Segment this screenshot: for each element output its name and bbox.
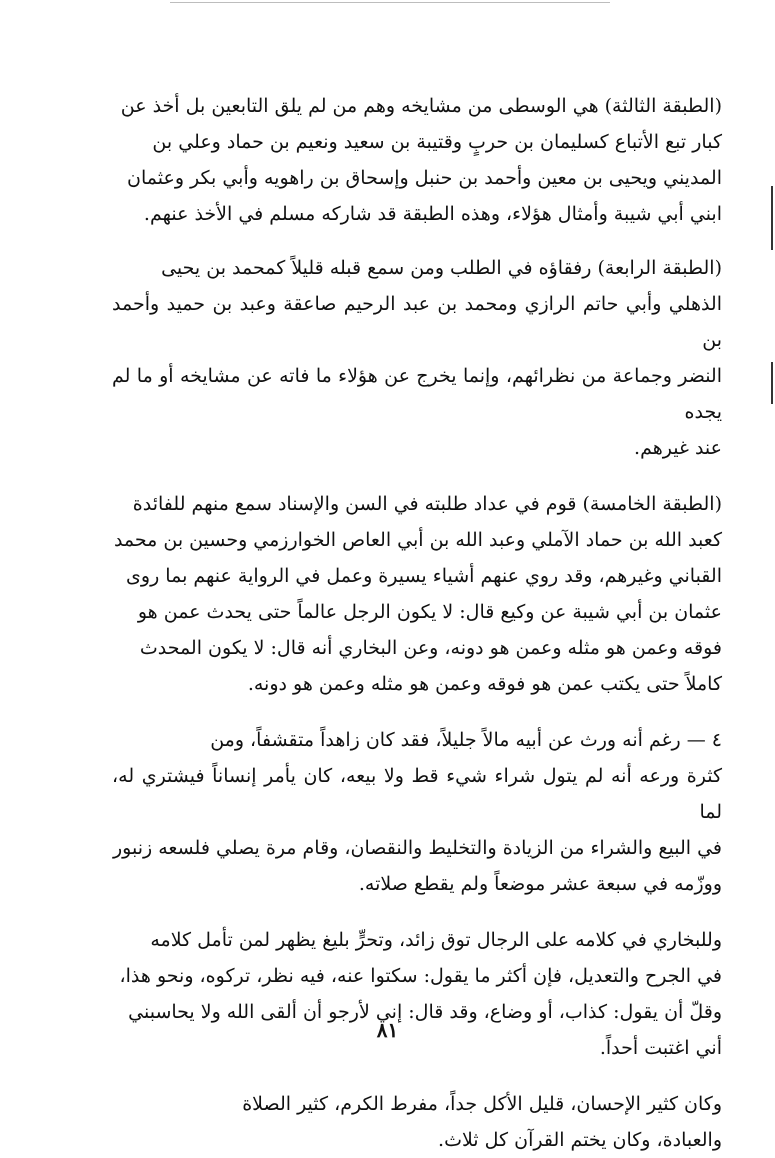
paragraph-generosity: وكان كثير الإحسان، قليل الأكل جداً، مفرط الكرم، كثير الصلاة والعبادة، وكان يختم القرآن كل ثلاث. [242,1093,722,1151]
paragraph-third-tier: (الطبقة الثالثة) هي الوسطى من مشايخه وهم من لم يلق التابعين بل أخذ عن كبار تبع الأتباع كسليمان بن حربٍ وقتيبة بن سعيد ونعيم بن حماد وعلي بن المديني ويحيى بن معين وأحمد بن حنبل وإسحاق بن راهويه وأبي بكر وعثمان ابني أبي شيبة وأمثال هؤلاء، وهذه الطبقة قد شاركه مسلم في الأخذ عنهم. [120,95,722,225]
margin-mark [771,186,773,250]
paragraph-fifth-tier: (الطبقة الخامسة) قوم في عداد طلبته في السن والإسناد سمع منهم للفائدة كعبد الله بن حماد الآملي وعبد الله بن أبي العاص الخوارزمي وحسين بن محمد القباني وغيرهم، وقد روي عنهم أشياء يسيرة وعمل في الرواية عنهم بما روى عثمان بن أبي شيبة عن وكيع قال: لا يكون الرجل عالماً حتى يحدث عمن هو فوقه وعمن هو مثله وعمن هو دونه، وعن البخاري أنه قال: لا يكون المحدث كاملاً حتى يكتب عمن هو فوقه وعمن هو مثله وعمن هو دونه. [113,493,722,695]
margin-mark [771,362,773,404]
page-number: ٨١ [376,1018,399,1042]
page-body [112,88,722,1158]
top-rule [170,2,610,3]
paragraph-caution-in-criticism: وللبخاري في كلامه على الرجال توق زائد، وتحرٍّ بليغ يظهر لمن تأمل كلامه في الجرح والتعديل، فإن أكثر ما يقول: سكتوا عنه، فيه نظر، تركوه، ونحو هذا، وقلّ أن يقول: كذاب، أو وضاع، وقد قال: إني لأرجو أن ألقى الله ولا يحاسبني أني اغتبت أحداً. [119,929,722,1059]
paragraph-fourth-tier: (الطبقة الرابعة) رفقاؤه في الطلب ومن سمع قبله قليلاً كمحمد بن يحيى الذهلي وأبي حاتم الرازي ومحمد بن عبد الرحيم صاعقة وعبد بن حميد وأحمد بن النضر وجماعة من نظرائهم، وإنما يخرج عن هؤلاء ما فاته عن مشايخه أو ما لم يجده عند غيرهم. [112,257,722,459]
paragraph-asceticism: ٤ — رغم أنه ورث عن أبيه مالاً جليلاً، فقد كان زاهداً متقشفاً، ومن كثرة ورعه أنه لم يتول شراء شيء قط ولا بيعه، كان يأمر إنساناً فيشتري له، لما في البيع والشراء من الزيادة والتخليط والنقصان، وقام مرة يصلي فلسعه زنبور ووزّمه في سبعة عشر موضعاً ولم يقطع صلاته. [112,729,722,895]
